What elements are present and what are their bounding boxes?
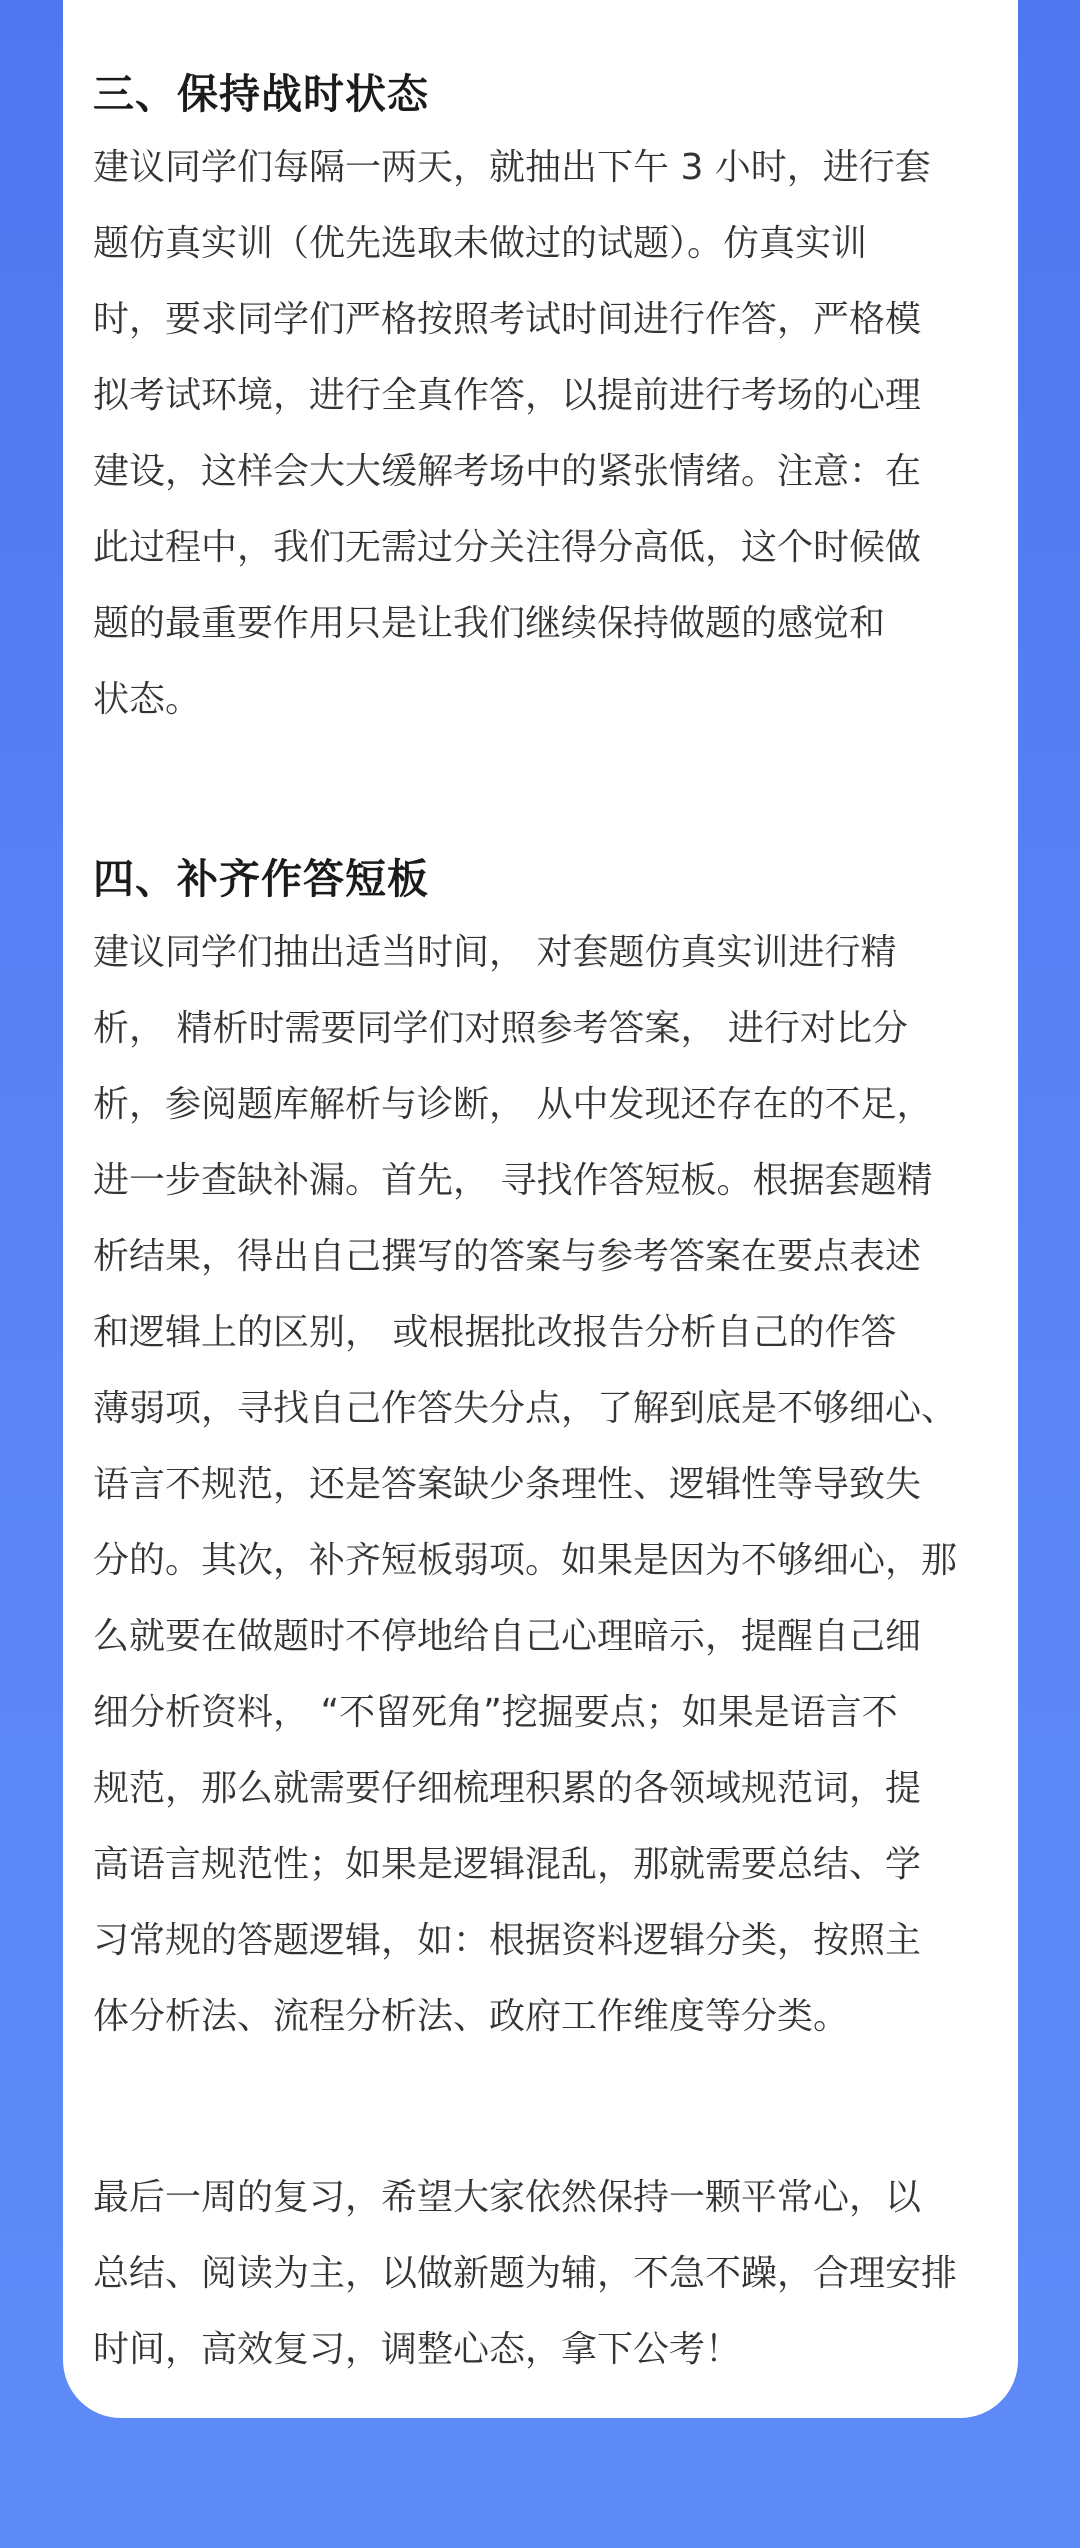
paragraph-line: 时，要求同学们严格按照考试时间进行作答，严格模 (93, 299, 922, 340)
paragraph-line: 规范，那么就需要仔细梳理积累的各领域规范词，提 (93, 1768, 922, 1809)
paragraph-line: 建议同学们每隔一两天，就抽出下午 3 小时，进行套 (93, 147, 931, 188)
paragraph-line: 细分析资料， “不留死角”挖掘要点；如果是语言不 (93, 1692, 898, 1733)
article-card (63, 0, 1018, 2418)
paragraph-line: 析，参阅题库解析与诊断， 从中发现还存在的不足， (93, 1084, 933, 1125)
section-4-paragraph (93, 915, 988, 2055)
paragraph-line: 题的最重要作用只是让我们继续保持做题的感觉和 (93, 603, 886, 644)
paragraph-line: 薄弱项，寻找自己作答失分点，了解到底是不够细心、 (93, 1388, 958, 1429)
section-spacer (93, 2055, 988, 2160)
paragraph-line: 进一步查缺补漏。首先， 寻找作答短板。根据套题精 (93, 1160, 933, 1201)
paragraph-line: 析结果，得出自己撰写的答案与参考答案在要点表述 (93, 1236, 922, 1277)
section-spacer (93, 738, 988, 843)
paragraph-line: 题仿真实训（优先选取未做过的试题）。仿真实训 (93, 223, 868, 264)
paragraph-line: 体分析法、流程分析法、政府工作维度等分类。 (93, 1996, 850, 2037)
section-4-heading: 四、补齐作答短板 (93, 855, 429, 903)
paragraph-line: 状态。 (93, 679, 202, 720)
section-3-heading: 三、保持战时状态 (93, 70, 429, 118)
paragraph-line: 和逻辑上的区别， 或根据批改报告分析自己的作答 (93, 1312, 897, 1353)
paragraph-line: 析， 精析时需要同学们对照参考答案， 进行对比分 (93, 1008, 908, 1049)
paragraph-line: 么就要在做题时不停地给自己心理暗示，提醒自己细 (93, 1616, 922, 1657)
paragraph-line: 语言不规范，还是答案缺少条理性、逻辑性等导致失 (93, 1464, 922, 1505)
paragraph-line: 建议同学们抽出适当时间， 对套题仿真实训进行精 (93, 932, 897, 973)
paragraph-line: 时间，高效复习，调整心态，拿下公考！ (93, 2329, 742, 2370)
paragraph-line: 此过程中，我们无需过分关注得分高低，这个时候做 (93, 527, 922, 568)
paragraph-line: 建设，这样会大大缓解考场中的紧张情绪。注意：在 (93, 451, 922, 492)
paragraph-line: 分的。其次，补齐短板弱项。如果是因为不够细心，那 (93, 1540, 958, 1581)
paragraph-line: 习常规的答题逻辑，如：根据资料逻辑分类，按照主 (93, 1920, 922, 1961)
paragraph-line: 总结、阅读为主，以做新题为辅，不急不躁，合理安排 (93, 2253, 958, 2294)
closing-paragraph (93, 2160, 988, 2388)
paragraph-line: 高语言规范性；如果是逻辑混乱，那就需要总结、学 (93, 1844, 922, 1885)
section-3-paragraph (93, 130, 988, 738)
paragraph-line: 最后一周的复习，希望大家依然保持一颗平常心，以 (93, 2177, 922, 2218)
paragraph-line: 拟考试环境，进行全真作答，以提前进行考场的心理 (93, 375, 922, 416)
